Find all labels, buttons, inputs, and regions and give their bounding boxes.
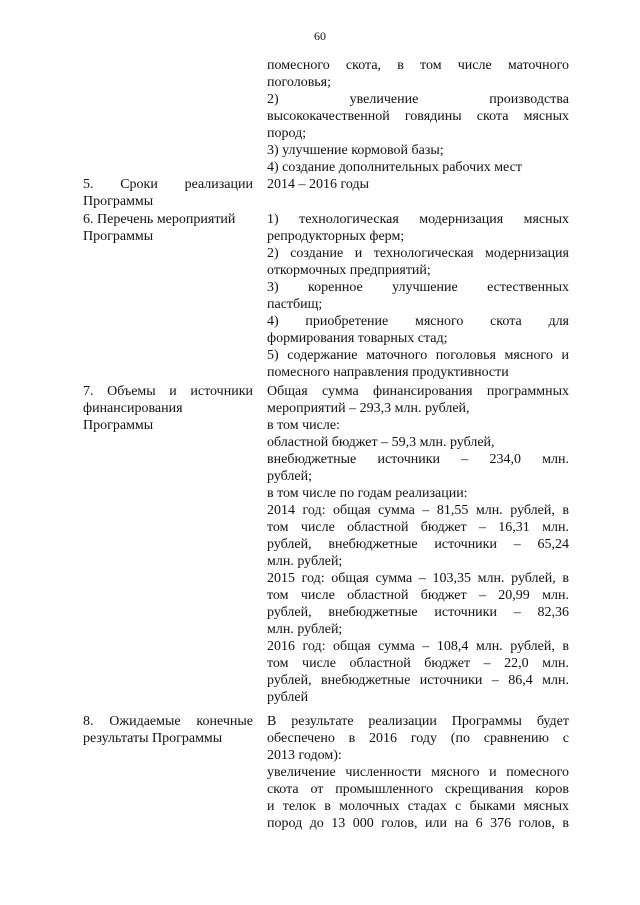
- text-line: 4) приобретение мясного скота для: [267, 314, 569, 329]
- text-line: областной бюджет – 59,3 млн. рублей,: [267, 435, 495, 450]
- text-line: мероприятий – 293,3 млн. рублей,: [267, 401, 470, 416]
- text-line: 2016 год: общая сумма – 108,4 млн. рублей, в: [267, 639, 569, 654]
- text-line: 3) коренное улучшение естественных: [267, 280, 569, 295]
- text-line: пород;: [267, 126, 307, 141]
- label-line: Программы: [83, 229, 154, 244]
- text-line: 4) создание дополнительных рабочих мест: [267, 160, 522, 175]
- text-line: рублей, внебюджетные источники – 65,24: [267, 537, 569, 552]
- text-line: формирования товарных стад;: [267, 331, 448, 346]
- text-line: 2015 год: общая сумма – 103,35 млн. рублей, в: [267, 571, 569, 586]
- section-label: [83, 176, 253, 210]
- text-line: откормочных предприятий;: [267, 263, 431, 278]
- section-content: [267, 211, 569, 381]
- text-line: том числе областной бюджет – 20,99 млн.: [267, 588, 569, 603]
- label-line: 7. Объемы и источники: [83, 384, 253, 399]
- text-line: скота от промышленного скрещивания коров: [267, 782, 569, 797]
- text-line: 2014 год: общая сумма – 81,55 млн. рублей, в: [267, 503, 569, 518]
- text-line: рублей: [267, 690, 309, 705]
- section-label: [83, 211, 253, 245]
- section-label: [83, 383, 253, 434]
- page-number: 60: [314, 29, 326, 43]
- text-line: 5) содержание маточного поголовья мясного и: [267, 348, 569, 363]
- text-line: рублей, внебюджетные источники – 86,4 млн.: [267, 673, 569, 688]
- label-line: Программы: [83, 418, 154, 433]
- text-line: том числе областной бюджет – 22,0 млн.: [267, 656, 569, 671]
- label-line: финансирования: [83, 401, 183, 416]
- section-content: [267, 176, 569, 193]
- section-label: [83, 713, 253, 747]
- text-line: репродукторных ферм;: [267, 229, 405, 244]
- intro-content: [267, 57, 569, 176]
- label-line: 5. Сроки реализации: [83, 177, 253, 192]
- text-line: внебюджетные источники – 234,0 млн.: [267, 452, 569, 467]
- text-line: поголовья;: [267, 75, 332, 90]
- section-content: [267, 383, 569, 706]
- text-line: 2) увеличение производства: [267, 92, 569, 107]
- text-line: обеспечено в 2016 году (по сравнению с: [267, 731, 569, 746]
- text-line: В результате реализации Программы будет: [267, 714, 569, 729]
- text-line: 2013 годом):: [267, 748, 342, 763]
- label-line: 6. Перечень мероприятий: [83, 212, 236, 227]
- text-line: и телок в молочных стадах с быками мясных: [267, 799, 569, 814]
- section-content: [267, 713, 569, 832]
- label-line: 8. Ожидаемые конечные: [83, 714, 253, 729]
- text-line: том числе областной бюджет – 16,31 млн.: [267, 520, 569, 535]
- label-line: Программы: [83, 194, 154, 209]
- text-line: рублей, внебюджетные источники – 82,36: [267, 605, 569, 620]
- text-line: в том числе:: [267, 418, 340, 433]
- text-line: млн. рублей;: [267, 554, 343, 569]
- text-line: помесного направления продуктивности: [267, 365, 509, 380]
- text-line: высококачественной говядины скота мясных: [267, 109, 569, 124]
- text-line: увеличение численности мясного и помесного: [267, 765, 569, 780]
- text-line: пород до 13 000 голов, или на 6 376 голов, в: [267, 816, 569, 831]
- text-line: рублей;: [267, 469, 312, 484]
- text-line: помесного скота, в том числе маточного: [267, 58, 569, 73]
- text-line: в том числе по годам реализации:: [267, 486, 468, 501]
- label-line: результаты Программы: [83, 731, 223, 746]
- text-line: Общая сумма финансирования программных: [267, 384, 569, 399]
- text-line: 1) технологическая модернизация мясных: [267, 212, 569, 227]
- text-line: 2014 – 2016 годы: [267, 177, 370, 192]
- text-line: пастбищ;: [267, 297, 323, 312]
- text-line: 2) создание и технологическая модернизация: [267, 246, 569, 261]
- text-line: 3) улучшение кормовой базы;: [267, 143, 444, 158]
- text-line: млн. рублей;: [267, 622, 343, 637]
